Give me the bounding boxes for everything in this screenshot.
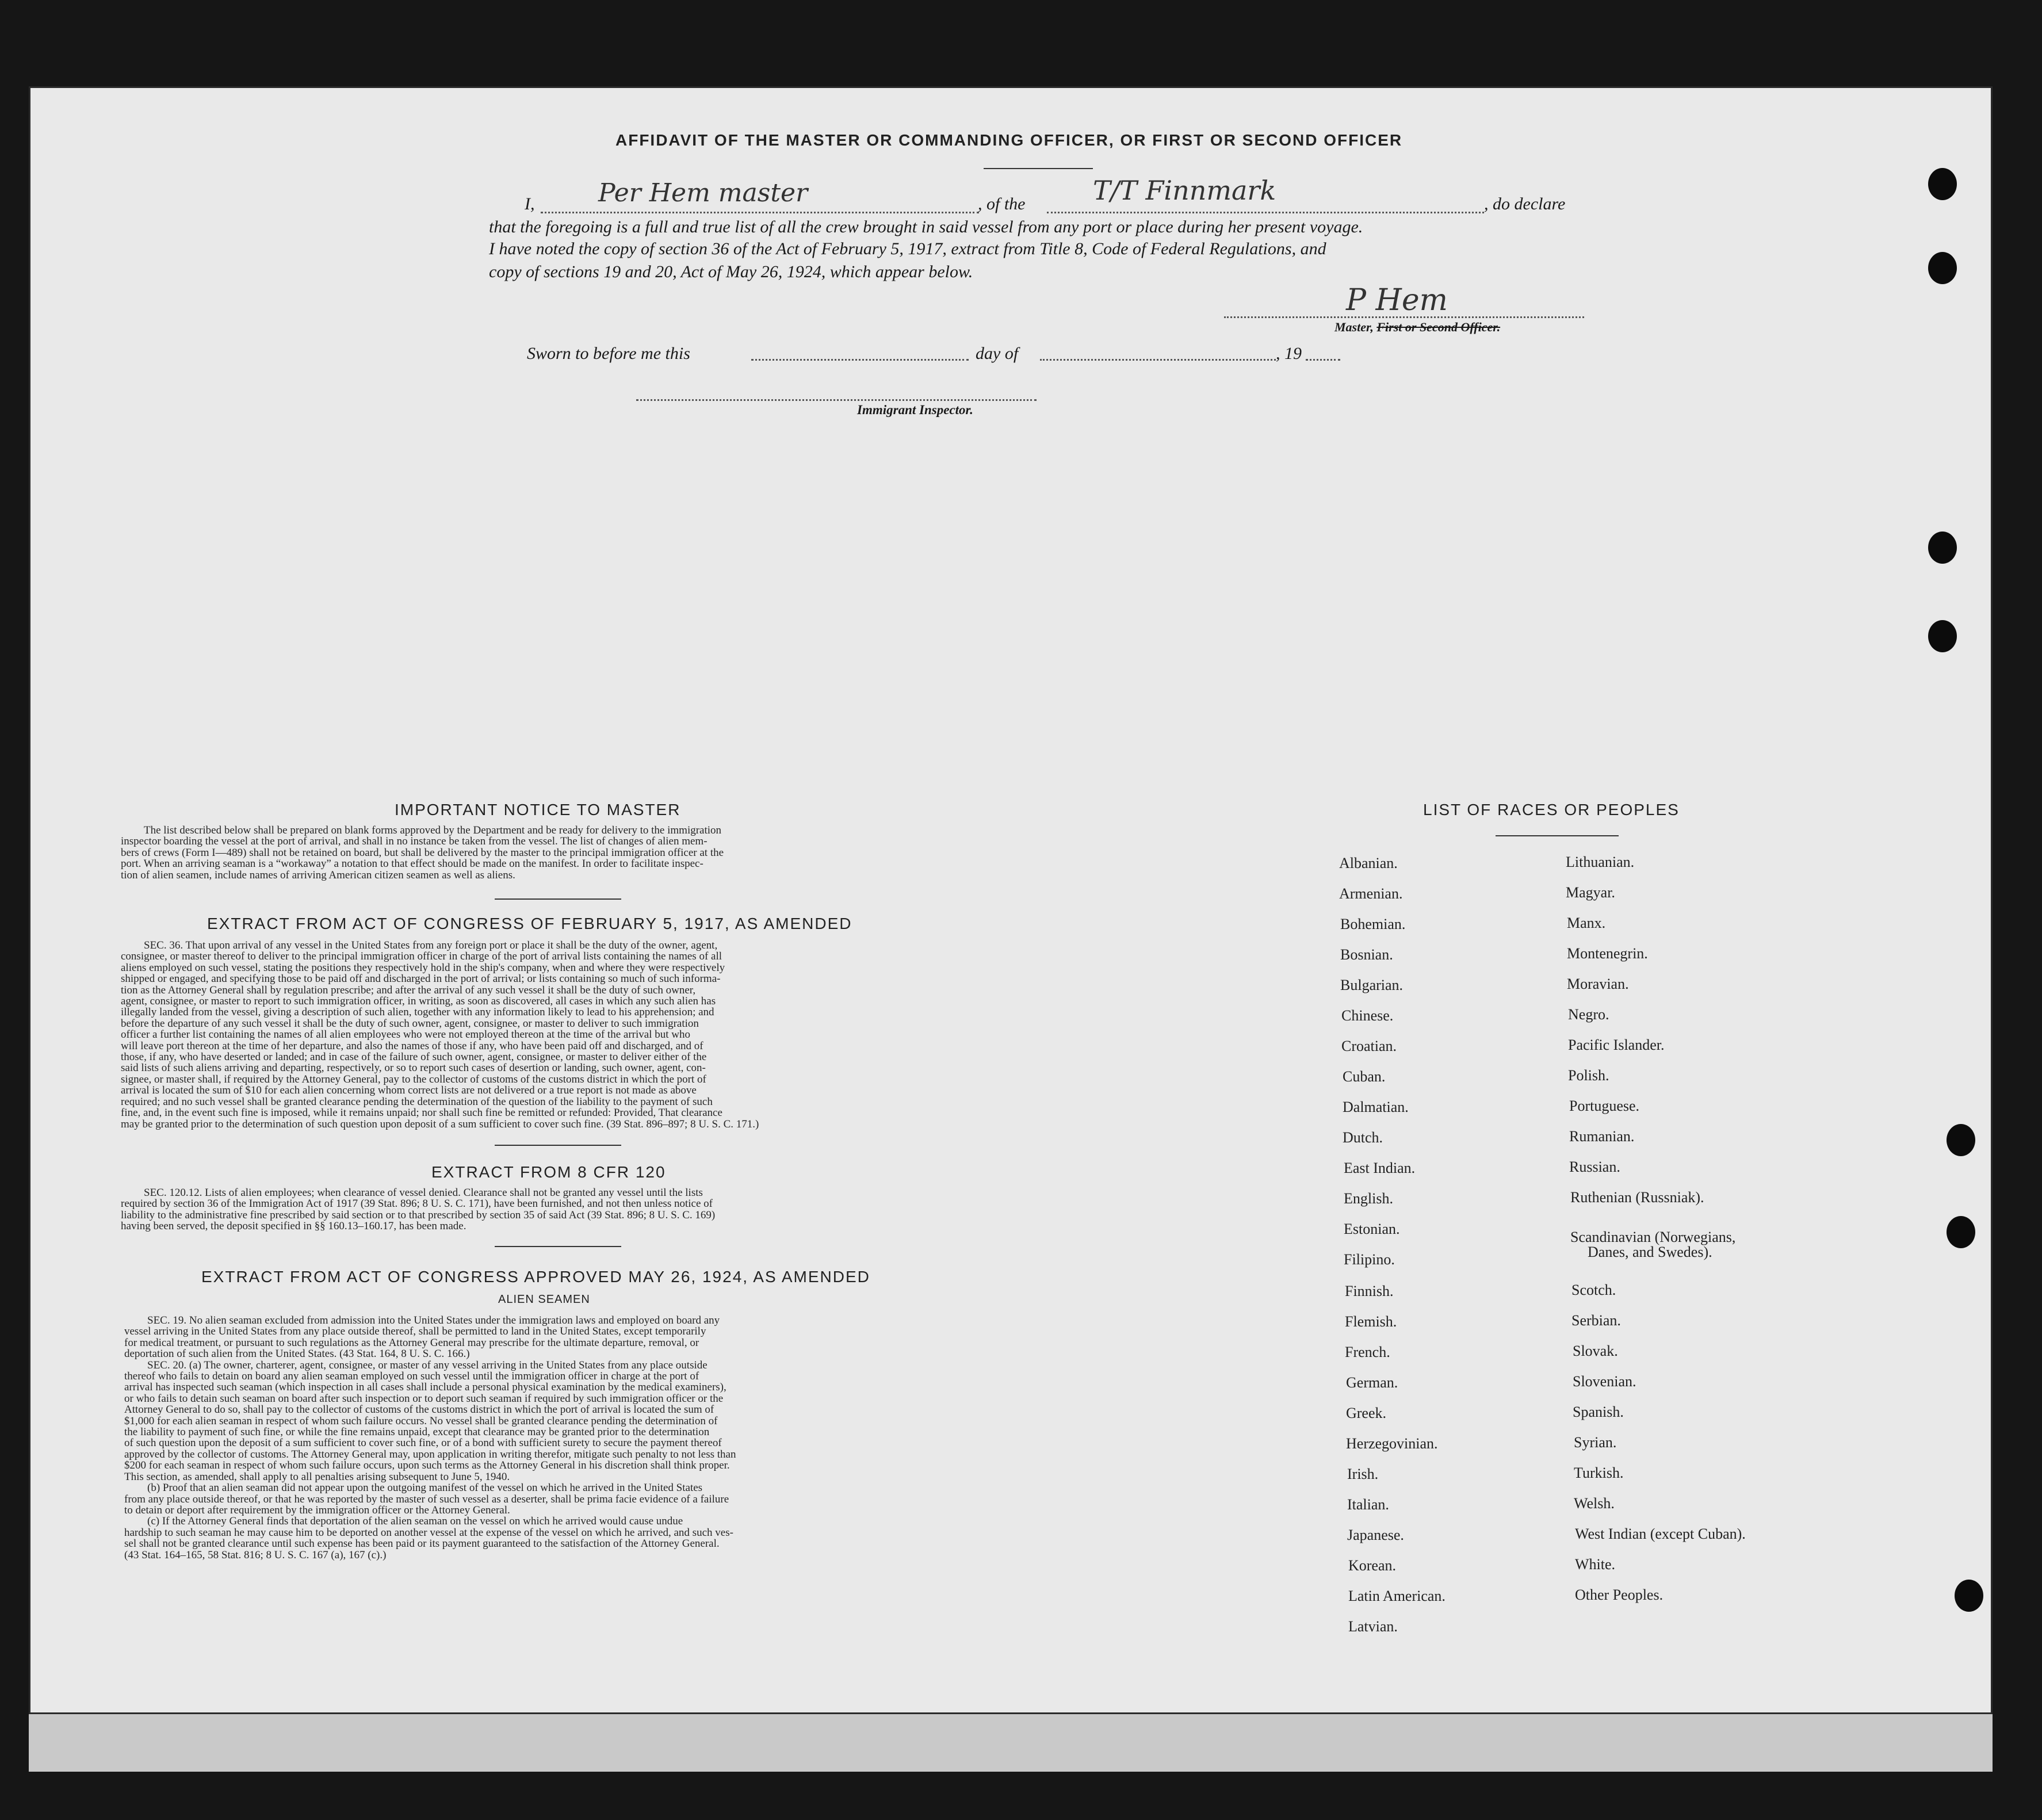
extract-1917-line: before the departure of any such vessel it shall be the duty of such owner, agent, consignee, or master to deliver to such immigration xyxy=(121,1017,699,1030)
extract-1917-line: consignee, or master thereof to deliver to the principal immigration officer in charge of the port of arrival lists containing the names of all xyxy=(121,950,722,963)
year-prefix: , 19 xyxy=(1276,344,1302,363)
extract-1917-line: those, if any, who have deserted or landed; and in case of the failure of such owner, agent, consignee, or master to deliver either of the xyxy=(121,1051,707,1064)
extract-1924-title: EXTRACT FROM ACT OF CONGRESS APPROVED MAY 26, 1924, AS AMENDED xyxy=(201,1268,870,1286)
extract-1917-line: may be granted prior to the determination of such question upon deposit of a sum sufficient to cover such fine. (39 Stat. 896–897; 8 U. S. C. 171.) xyxy=(121,1118,759,1130)
race-item: Scandinavian (Norwegians, xyxy=(1570,1229,1736,1245)
race-item: West Indian (except Cuban). xyxy=(1575,1525,1746,1542)
extract-1917-line: officer a further list containing the names of all alien employees who were not employed thereon at the time of the arrival but who xyxy=(121,1028,690,1041)
race-item: Slovak. xyxy=(1573,1343,1618,1359)
i-label: I, xyxy=(525,194,535,213)
extract-1924-line: $1,000 for each alien seaman in respect of whom such failure occurs. No vessel shall be granted clearance pending the determination of xyxy=(124,1414,718,1427)
extract-1924-line: to detain or deport after requirement by the immigration officer or the Attorney General. xyxy=(124,1504,510,1516)
race-item: Rumanian. xyxy=(1569,1128,1635,1145)
extract-1924-line: approved by the collector of customs. The Attorney General may, upon application in writing therefor, mitigate such penalty to not less than xyxy=(124,1448,736,1460)
sworn-day-field[interactable] xyxy=(751,342,969,361)
section-rule xyxy=(495,898,621,900)
section-rule xyxy=(495,1246,621,1247)
struck-officer-label: First or Second Officer. xyxy=(1376,320,1501,334)
sworn-month-field[interactable] xyxy=(1040,342,1276,361)
race-item: Polish. xyxy=(1568,1067,1609,1084)
extract-1924-line: $200 for each seaman in respect of whom such failure occurs, upon such terms as the Attorney General in his discretion shall think proper. xyxy=(124,1459,730,1472)
extract-cfr-text xyxy=(121,1187,984,1232)
inspector-label: Immigrant Inspector. xyxy=(857,403,973,417)
master-signature: P Hem xyxy=(1346,283,1448,318)
do-declare-label: , do declare xyxy=(1484,194,1566,213)
extract-1924-subtitle: ALIEN SEAMEN xyxy=(498,1293,590,1306)
extract-1917-line: aliens employed on such vessel, stating the positions they respectively hold in the ship's company, when and where they were respectively xyxy=(121,961,725,974)
races-title-rule xyxy=(1496,835,1619,836)
race-item: Ruthenian (Russniak). xyxy=(1570,1189,1704,1206)
affidavit-line-2: I have noted the copy of section 36 of the Act of February 5, 1917, extract from Title 8, Code of Federal Regulations, and xyxy=(489,239,1326,258)
extract-1924-line: vessel arriving in the United States from any place outside thereof, shall be permitted to land in the United States, except temporarily xyxy=(124,1325,706,1338)
notice-line: port. When an arriving seaman is a “workaway” a notation to that effect should be made on the manifest. In order to facilitate inspec- xyxy=(121,858,703,870)
race-item: Dalmatian. xyxy=(1343,1099,1409,1115)
extract-1924-line: SEC. 20. (a) The owner, charterer, agent, consignee, or master of any vessel arriving in the United States from any place outside xyxy=(147,1359,708,1371)
race-item: Syrian. xyxy=(1574,1434,1617,1451)
extract-1924-line: (43 Stat. 164–165, 58 Stat. 816; 8 U. S. C. 167 (a), 167 (c).) xyxy=(124,1548,387,1561)
race-item: Latin American. xyxy=(1348,1588,1446,1604)
race-item: Turkish. xyxy=(1574,1465,1624,1481)
race-item: Croatian. xyxy=(1341,1038,1397,1054)
race-item: Latvian. xyxy=(1348,1618,1398,1635)
binder-hole xyxy=(1928,168,1957,200)
notice-line: bers of crews (Form I—489) shall not be retained on board, but shall be delivered by the master to the principal immigration officer at the xyxy=(121,846,724,859)
race-item: Russian. xyxy=(1569,1158,1620,1175)
extract-cfr-line: required by section 36 of the Immigration Act of 1917 (39 Stat. 896; 8 U. S. C. 171), have been furnished, and not then unless notice of xyxy=(121,1198,713,1210)
race-item: Manx. xyxy=(1567,915,1606,931)
extract-1924-line: SEC. 19. No alien seaman excluded from admission into the United States under the immigration laws and employed on board any xyxy=(147,1314,720,1326)
extract-1924-line: arrival has inspected such seaman (which inspection in all cases shall include a personal physical examination by the medical examiners), xyxy=(124,1381,726,1394)
race-item: Lithuanian. xyxy=(1566,854,1635,870)
extract-cfr-line: SEC. 120.12. Lists of alien employees; when clearance of vessel denied. Clearance shall not be granted any vessel until the lists xyxy=(144,1187,703,1199)
race-item: Bulgarian. xyxy=(1340,977,1404,993)
title-rule xyxy=(984,168,1093,169)
race-item: Chinese. xyxy=(1341,1007,1394,1024)
race-item: Japanese. xyxy=(1347,1527,1404,1543)
race-item: East Indian. xyxy=(1344,1160,1416,1176)
race-item: Scotch. xyxy=(1571,1282,1616,1298)
race-item: White. xyxy=(1575,1556,1616,1573)
extract-1917-line: shipped or engaged, and specifying those to be paid off and discharged in the port of arrival; or lists containing so much of such informa- xyxy=(121,973,721,985)
of-the-label: , of the xyxy=(978,194,1026,213)
extract-1924-line: Attorney General to do so, shall pay to the collector of customs of the customs district in which the port of arrival is located the sum of xyxy=(124,1404,714,1416)
extract-1917-line: illegally landed from the vessel, giving a description of such alien, together with any information likely to lead to his apprehension; and xyxy=(121,1006,714,1019)
extract-cfr-line: having been served, the deposit specified in §§ 160.13–160.17, has been made. xyxy=(121,1220,466,1233)
race-item: Estonian. xyxy=(1344,1221,1400,1237)
race-item: Bohemian. xyxy=(1340,916,1406,932)
notice-line: The list described below shall be prepared on blank forms approved by the Department and be ready for delivery to the immigration xyxy=(144,824,722,836)
affidavit-line-3: copy of sections 19 and 20, Act of May 26, 1924, which appear below. xyxy=(489,262,973,281)
extract-1924-line: for medical treatment, or pursuant to such regulations as the Attorney General may prescribe for the ultimate departure, removal, or xyxy=(124,1336,699,1349)
day-of-label: day of xyxy=(976,344,1019,363)
race-item: Magyar. xyxy=(1566,884,1615,901)
race-item: Herzegovinian. xyxy=(1346,1435,1438,1452)
race-item: Armenian. xyxy=(1339,885,1403,902)
extract-1917-line: fine, and, in the event such fine is imposed, while it remains unpaid; nor shall such fine be remitted or refunded: Provided, That clearance xyxy=(121,1107,722,1119)
scan-bottom-bar xyxy=(29,1714,1993,1772)
notice-text xyxy=(121,825,984,881)
race-item: Korean. xyxy=(1348,1557,1397,1574)
race-item: Irish. xyxy=(1347,1466,1379,1482)
race-item: Bosnian. xyxy=(1340,946,1393,963)
binder-hole xyxy=(1928,620,1957,652)
extract-1924-line: thereof who fails to detain on board any alien seaman employed on such vessel until the immigration officer in charge at the port of xyxy=(124,1370,699,1383)
race-item: German. xyxy=(1346,1374,1398,1391)
race-item: Albanian. xyxy=(1339,855,1398,871)
extract-1924-line: (b) Proof that an alien seaman did not appear upon the outgoing manifest of the vessel on which he arrived in the United States xyxy=(147,1482,703,1494)
race-item: Moravian. xyxy=(1567,976,1629,992)
extract-1924-line: or who fails to detain such seaman on board after such inspection or to deport such seaman if required by such immigration officer or the xyxy=(124,1392,724,1405)
race-item: Danes, and Swedes). xyxy=(1588,1244,1712,1260)
extract-1917-line: said lists of such aliens arriving and departing, respectively, or so to report such cases of desertion or landing, such owner, agent, con- xyxy=(121,1062,706,1075)
extract-cfr-title: EXTRACT FROM 8 CFR 120 xyxy=(431,1163,666,1181)
race-item: Greek. xyxy=(1346,1405,1387,1421)
race-item: Serbian. xyxy=(1571,1312,1621,1329)
race-item: French. xyxy=(1345,1344,1390,1360)
affidavit-title: AFFIDAVIT OF THE MASTER OR COMMANDING OFFICER, OR FIRST OR SECOND OFFICER xyxy=(615,131,1403,149)
name-handwritten: Per Hem master xyxy=(598,178,808,208)
extract-1917-line: will leave port thereon at the time of her departure, and also the names of those if any, who have been paid off and discharged, and of xyxy=(121,1039,703,1052)
extract-1924-line: This section, as amended, shall apply to all penalties arising subsequent to June 5, 1940. xyxy=(124,1470,510,1483)
race-item: English. xyxy=(1344,1190,1393,1207)
binder-hole xyxy=(1928,532,1957,564)
extract-1924-line: the liability to payment of such fine, or while the fine remains unpaid, except that clearance may be granted prior to the determination xyxy=(124,1426,710,1439)
extract-1924-line: deportation of such alien from the United States. (43 Stat. 164, 8 U. S. C. 166.) xyxy=(124,1348,470,1360)
extract-1917-line: arrival is located the sum of $10 for each alien concerning whom correct lists are not delivered or a true report is not made as above xyxy=(121,1084,697,1097)
race-item: Dutch. xyxy=(1343,1129,1383,1146)
race-item: Slovenian. xyxy=(1573,1373,1636,1390)
affidavit-line-1: that the foregoing is a full and true list of all the crew brought in said vessel from any port or place during her present voyage. xyxy=(489,217,1363,236)
extract-1924-line: hardship to such seaman he may cause him to be deported on another vessel at the expense of the vessel on which he arrived, and such ves- xyxy=(124,1526,733,1539)
sworn-year-field[interactable] xyxy=(1306,342,1340,361)
binder-hole xyxy=(1955,1580,1983,1612)
extract-cfr-line: liability to the administrative fine prescribed by said section or to that prescribed by section 35 of said Act (39 Stat. 896; 8 U. S. C. 169) xyxy=(121,1209,716,1221)
race-item: Filipino. xyxy=(1344,1251,1395,1268)
extract-1917-line: signee, or master shall, if required by the Attorney General, pay to the collector of customs of the customs district in which the port of xyxy=(121,1073,706,1085)
binder-hole xyxy=(1947,1124,1975,1156)
inspector-signature-line[interactable] xyxy=(636,382,1037,401)
vessel-handwritten: T/T Finnmark xyxy=(1093,175,1276,206)
race-item: Cuban. xyxy=(1343,1068,1386,1085)
races-title: LIST OF RACES OR PEOPLES xyxy=(1423,801,1680,819)
signature-line[interactable] xyxy=(1224,297,1584,318)
extract-1917-line: agent, consignee, or master to report to such immigration officer, in writing, as soon as discovered, all cases in which any such alien has xyxy=(121,995,716,1008)
binder-hole xyxy=(1947,1216,1975,1248)
signer-label xyxy=(1334,320,1500,335)
extract-1917-text xyxy=(121,940,984,1130)
sworn-label: Sworn to before me this xyxy=(527,344,690,363)
race-item: Italian. xyxy=(1347,1496,1389,1513)
binder-hole xyxy=(1928,252,1957,284)
notice-title: IMPORTANT NOTICE TO MASTER xyxy=(395,801,681,819)
section-rule xyxy=(495,1145,621,1146)
extract-1917-title: EXTRACT FROM ACT OF CONGRESS OF FEBRUARY 5, 1917, AS AMENDED xyxy=(207,915,852,932)
extract-1924-line: (c) If the Attorney General finds that deportation of the alien seaman on the vessel on which he arrived would cause undue xyxy=(147,1515,683,1528)
extract-1924-line: sel shall not be granted clearance until such expense has been paid or its payment guaranteed to the satisfaction of the Attorney General. xyxy=(124,1538,720,1550)
race-item: Finnish. xyxy=(1345,1283,1394,1299)
master-label: Master, xyxy=(1334,320,1374,334)
race-item: Other Peoples. xyxy=(1575,1586,1664,1603)
extract-1917-line: required; and no such vessel shall be granted clearance pending the determination of the question of the liability to the payment of such xyxy=(121,1095,713,1108)
race-item: Flemish. xyxy=(1345,1313,1397,1330)
extract-1917-line: tion as the Attorney General shall by regulation prescribe; and after the arrival of any such vessel it shall be the duty of such owner, xyxy=(121,984,696,996)
extract-1917-line: SEC. 36. That upon arrival of any vessel in the United States from any foreign port or place it shall be the duty of the owner, agent, xyxy=(144,939,718,951)
race-item: Montenegrin. xyxy=(1567,945,1648,962)
race-item: Welsh. xyxy=(1574,1495,1615,1512)
notice-line: inspector boarding the vessel at the port of arrival, and shall in no instance be taken from the vessel. The list of changes of alien mem- xyxy=(121,835,708,848)
race-item: Negro. xyxy=(1568,1006,1609,1023)
extract-1924-text xyxy=(124,1315,993,1561)
notice-line: tion of alien seamen, include names of arriving American citizen seamen as well as aliens. xyxy=(121,869,515,881)
race-item: Portuguese. xyxy=(1569,1098,1640,1114)
extract-1924-line: from any place outside thereof, or that he was reported by the master of such vessel as a deserter, shall be prima facie evidence of a failure xyxy=(124,1493,729,1505)
extract-1924-line: of such question upon the deposit of a sum sufficient to cover such fine, or of a bond with sufficient surety to secure the payment thereof xyxy=(124,1437,722,1450)
race-item: Spanish. xyxy=(1573,1404,1624,1420)
race-item: Pacific Islander. xyxy=(1568,1037,1665,1053)
